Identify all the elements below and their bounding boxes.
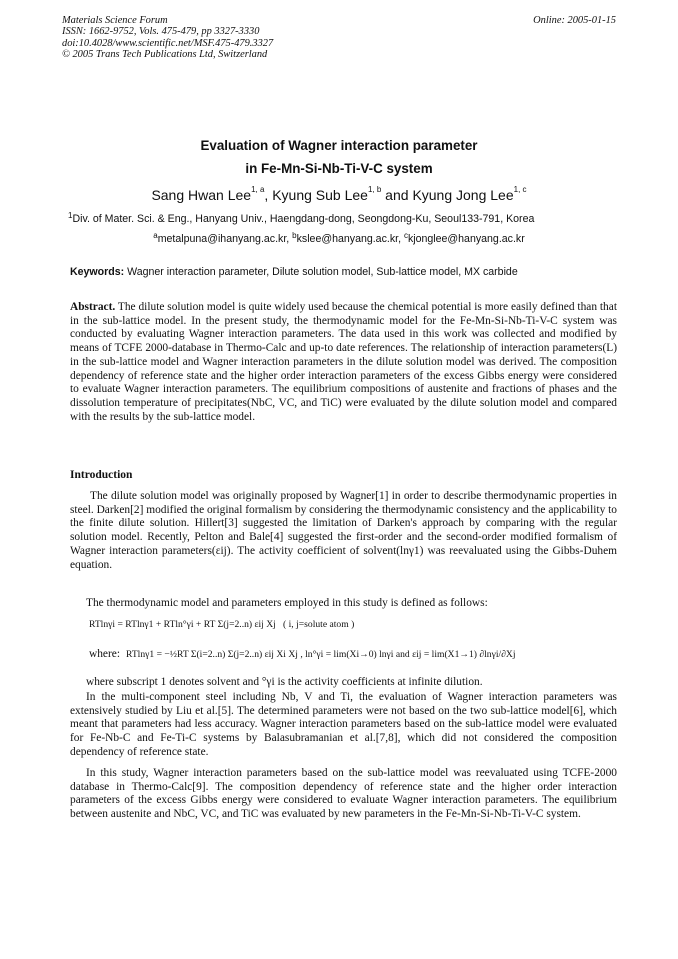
equation-1-note: ( i, j=solute atom )	[283, 619, 355, 630]
title-line-2: in Fe-Mn-Si-Nb-Ti-V-C system	[245, 161, 433, 176]
keywords-label: Keywords:	[70, 266, 125, 278]
author-separator: and	[381, 187, 413, 203]
intro-paragraph-3: where subscript 1 denotes solvent and °γi is the activity coefficients at infinite dilution.	[86, 676, 483, 688]
author-affil-mark: 1, a	[251, 185, 265, 194]
section-heading-introduction: Introduction	[70, 469, 133, 481]
author-affil-mark: 1, c	[513, 185, 527, 194]
author-name: Kyung Sub Lee	[272, 187, 368, 203]
email-mark: c	[403, 231, 408, 240]
author-affil-mark: 1, b	[367, 185, 382, 194]
keywords-text: Wagner interaction parameter, Dilute solution model, Sub-lattice model, MX carbide	[127, 266, 518, 278]
online-date: Online: 2005-01-15	[533, 15, 616, 26]
equation-1-body: RTlnγi = RTlnγ1 + RTln°γi + RT Σ(j=2..n) εij Xj	[89, 619, 276, 630]
email-separator: ,	[398, 233, 404, 245]
journal-name: Materials Science Forum	[62, 15, 168, 26]
abstract-label: Abstract.	[70, 301, 116, 313]
equation-2-where: where:	[89, 648, 120, 660]
intro-paragraph-2: The thermodynamic model and parameters employed in this study is defined as follows:	[86, 597, 488, 609]
intro-paragraph-4: In the multi-component steel including Nb, V and Ti, the evaluation of Wagner interaction parameters was extensively studied by Liu et al.[5]. The determined parameters were not based on the two sub-lattice model[6], which meant that parameters had less accuracy. Wagner interaction parameters based on the sub-lattice model were evaluated for Fe-Nb-C and Fe-Ti-C systems by Balasubramanian et al.[7,8], which did not considered the composition dependency of reference state.	[70, 691, 617, 758]
paper-title	[0, 134, 678, 180]
author-separator: ,	[264, 187, 273, 203]
affiliation-mark: 1	[68, 211, 73, 220]
equation-2	[89, 648, 515, 660]
equation-1	[89, 619, 354, 630]
issn: ISSN: 1662-9752, Vols. 475-479, pp 3327-3330	[62, 26, 260, 38]
affiliation-text: Div. of Mater. Sci. & Eng., Hanyang Univ., Haengdang-dong, Seongdong-Ku, Seoul133-791, Korea	[72, 213, 535, 225]
email-link[interactable]: metalpuna@ihanyang.ac.kr	[157, 233, 287, 245]
email-separator: ,	[286, 233, 293, 245]
equation-2-body: RTlnγ1 = −½RT Σ(i=2..n) Σ(j=2..n) εij Xi Xj , ln°γi = lim(Xi→0) lnγi and εij = lim(X1→1) ∂lnγi/∂Xj	[126, 649, 516, 660]
keywords	[70, 266, 518, 278]
email-mark: a	[153, 231, 158, 240]
email-link[interactable]: kjonglee@hanyang.ac.kr	[407, 233, 525, 245]
abstract	[70, 301, 617, 424]
affiliation	[68, 213, 534, 225]
email-mark: b	[292, 231, 297, 240]
copyright: © 2005 Trans Tech Publications Ltd, Switzerland	[62, 49, 268, 61]
author-list	[0, 187, 678, 203]
title-line-1: Evaluation of Wagner interaction parameter	[200, 138, 478, 153]
email-list	[0, 233, 678, 245]
email-link[interactable]: kslee@hanyang.ac.kr	[296, 233, 399, 245]
author-name: Sang Hwan Lee	[151, 187, 252, 203]
doi: doi:10.4028/www.scientific.net/MSF.475-479.3327	[62, 37, 274, 49]
abstract-text: The dilute solution model is quite widely used because the chemical potential is more easily defined than that in the sub-lattice model. In the present study, the thermodynamic model for the Fe-Mn-Si-Nb-Ti-V-C system was conducted by evaluating Wagner interaction parameters. The data used in this work was collected and modified by means of TCFE 2000-database in Thermo-Calc and up-to date references. The relationship of interaction parameters(L) in the sub-lattice model and Wagner interaction parameters in the dilute solution model was derived. The composition dependency of reference state and the higher order interaction parameters of the excess Gibbs energy were considered to evaluate Wagner interaction parameters. The equilibrium compositions of austenite and fractions of phases and the dissolution temperature of precipitates(NbC, VC, and TiC) were evaluated by the dilute solution model and compared with the results by the sub-lattice model.	[70, 301, 617, 423]
intro-paragraph-1: The dilute solution model was originally proposed by Wagner[1] in order to describe thermodynamic properties in steel. Darken[2] modified the original formalism by considering the thermodynamic consistency and the applicability to the finite dilute solution. Hillert[3] suggested the limitation of Darken's approach by comparing with the regular solution model. Recently, Pelton and Bale[4] suggested the first-order and the second-order modified formalism of Wagner interaction parameters(εij). The activity coefficient of solvent(lnγ1) was reevaluated using the Gibbs-Duhem equation.	[70, 490, 617, 571]
author-name: Kyung Jong Lee	[412, 187, 514, 203]
intro-paragraph-5: In this study, Wagner interaction parameters based on the sub-lattice model was reevaluated using TCFE-2000 database in Thermo-Calc[9]. The composition dependency of reference state and the higher order interaction parameters of the excess Gibbs energy were considered to evaluate Wagner interaction parameters. The equilibrium between austenite and NbC, VC, and TiC was evaluated by new parameters in the Fe-Mn-Si-Nb-Ti-V-C system.	[70, 767, 617, 821]
journal-header	[62, 15, 616, 61]
